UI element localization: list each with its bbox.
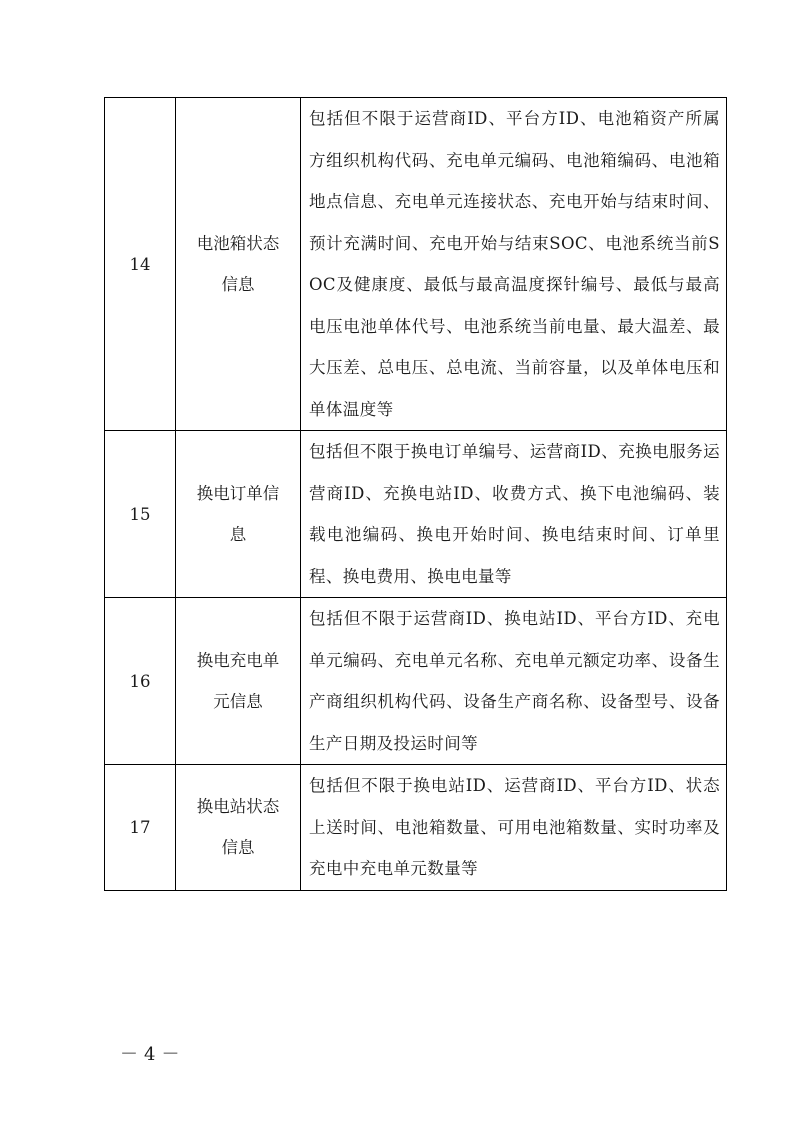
item-name-line: 信息: [221, 838, 255, 858]
item-name-line: 换电站状态: [196, 796, 280, 816]
item-name-line: 信息: [221, 275, 255, 294]
row-number: 16: [105, 598, 176, 765]
item-name: [176, 765, 301, 891]
row-number: 15: [105, 431, 176, 598]
item-description: 包括但不限于运营商ID、换电站ID、平台方ID、充电单元编码、充电单元名称、充电单元额定功率、设备生产商组织机构代码、设备生产商名称、设备型号、设备生产日期及投运时间等: [301, 598, 727, 765]
item-description: 包括但不限于换电站ID、运营商ID、平台方ID、状态上送时间、电池箱数量、可用电池箱数量、实时功率及充电中充电单元数量等: [301, 765, 727, 891]
table-row: [105, 431, 727, 598]
item-name-line: 换电订单信: [196, 483, 280, 503]
item-name-line: 息: [229, 525, 247, 544]
row-number: 14: [105, 98, 176, 431]
data-items-table: [104, 97, 727, 891]
item-name: [176, 431, 301, 598]
table-row: [105, 98, 727, 431]
item-description: 包括但不限于换电订单编号、运营商ID、充换电服务运营商ID、充换电站ID、收费方式、换下电池编码、装载电池编码、换电开始时间、换电结束时间、订单里程、换电费用、换电电量等: [301, 431, 727, 598]
item-name: [176, 598, 301, 765]
item-description: 包括但不限于运营商ID、平台方ID、电池箱资产所属方组织机构代码、充电单元编码、电池箱编码、电池箱地点信息、充电单元连接状态、充电开始与结束时间、预计充满时间、充电开始与结束SOC、电池系统当前SOC及健康度、最低与最高温度探针编号、最低与最高电压电池单体代号、电池系统当前电量、最大温差、最大压差、总电压、总电流、当前容量，以及单体电压和单体温度等: [301, 98, 727, 431]
item-name-line: 换电充电单: [196, 650, 280, 670]
row-number: 17: [105, 765, 176, 891]
item-name: [176, 98, 301, 431]
table-row: [105, 598, 727, 765]
item-name-line: 电池箱状态: [196, 233, 280, 253]
table-row: [105, 765, 727, 891]
item-name-line: 元信息: [213, 692, 263, 711]
page-number: －4－: [120, 1044, 186, 1065]
